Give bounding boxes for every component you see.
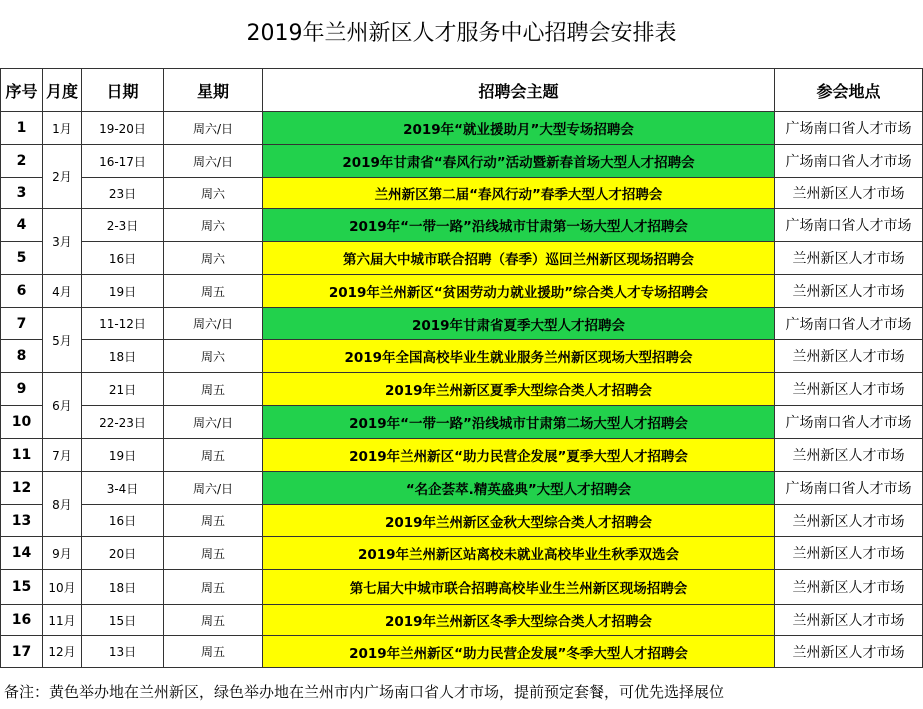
- footnote: 备注：黄色举办地在兰州新区，绿色举办地在兰州市内广场南口省人才市场，提前预定套餐，可优先选择展位: [4, 683, 725, 701]
- row-date: 11-12日: [82, 308, 164, 340]
- row-date: 13日: [82, 636, 164, 668]
- row-weekday: 周六/日: [164, 308, 263, 340]
- row-month: 9月: [43, 537, 82, 570]
- row-theme: 2019年兰州新区金秋大型综合类人才招聘会: [263, 505, 775, 537]
- row-date: 21日: [82, 373, 164, 406]
- schedule-body: [1, 112, 923, 668]
- row-theme: 2019年兰州新区“助力民营企发展”夏季大型人才招聘会: [263, 439, 775, 472]
- row-month: 4月: [43, 275, 82, 308]
- row-venue: 兰州新区人才市场: [775, 537, 923, 570]
- row-number: 11: [1, 439, 43, 472]
- row-venue: 兰州新区人才市场: [775, 505, 923, 537]
- row-number: 4: [1, 209, 43, 242]
- row-venue: 广场南口省人才市场: [775, 406, 923, 439]
- table-header-row: [1, 69, 923, 112]
- row-venue: 广场南口省人才市场: [775, 472, 923, 505]
- row-venue: 兰州新区人才市场: [775, 340, 923, 373]
- row-theme: 2019年甘肃省夏季大型人才招聘会: [263, 308, 775, 340]
- row-weekday: 周六: [164, 340, 263, 373]
- row-number: 17: [1, 636, 43, 668]
- row-theme: 2019年兰州新区夏季大型综合类人才招聘会: [263, 373, 775, 406]
- row-weekday: 周五: [164, 439, 263, 472]
- row-theme: 第七届大中城市联合招聘高校毕业生兰州新区现场招聘会: [263, 570, 775, 605]
- row-number: 8: [1, 340, 43, 373]
- row-venue: 兰州新区人才市场: [775, 178, 923, 209]
- table-row: [1, 242, 923, 275]
- row-weekday: 周五: [164, 537, 263, 570]
- row-venue: 兰州新区人才市场: [775, 242, 923, 275]
- row-date: 15日: [82, 605, 164, 636]
- row-month: 2月: [43, 145, 82, 209]
- row-month: 6月: [43, 373, 82, 439]
- row-weekday: 周六: [164, 178, 263, 209]
- row-month: 3月: [43, 209, 82, 275]
- row-month: 1月: [43, 112, 82, 145]
- row-venue: 兰州新区人才市场: [775, 373, 923, 406]
- row-theme: 2019年“就业援助月”大型专场招聘会: [263, 112, 775, 145]
- row-weekday: 周五: [164, 505, 263, 537]
- row-number: 9: [1, 373, 43, 406]
- row-number: 2: [1, 145, 43, 178]
- row-venue: 兰州新区人才市场: [775, 439, 923, 472]
- row-number: 13: [1, 505, 43, 537]
- row-number: 6: [1, 275, 43, 308]
- row-date: 18日: [82, 340, 164, 373]
- row-number: 14: [1, 537, 43, 570]
- row-weekday: 周五: [164, 275, 263, 308]
- row-venue: 兰州新区人才市场: [775, 275, 923, 308]
- row-venue: 兰州新区人才市场: [775, 605, 923, 636]
- row-date: 3-4日: [82, 472, 164, 505]
- table-row: [1, 636, 923, 668]
- row-venue: 广场南口省人才市场: [775, 308, 923, 340]
- table-row: [1, 178, 923, 209]
- table-row: [1, 605, 923, 636]
- row-date: 19日: [82, 275, 164, 308]
- row-theme: 2019年“一带一路”沿线城市甘肃第一场大型人才招聘会: [263, 209, 775, 242]
- row-theme: 兰州新区第二届“春风行动”春季大型人才招聘会: [263, 178, 775, 209]
- row-theme: 2019年兰州新区“贫困劳动力就业援助”综合类人才专场招聘会: [263, 275, 775, 308]
- row-date: 19日: [82, 439, 164, 472]
- row-month: 8月: [43, 472, 82, 537]
- row-venue: 兰州新区人才市场: [775, 570, 923, 605]
- row-month: 11月: [43, 605, 82, 636]
- row-number: 15: [1, 570, 43, 605]
- row-date: 20日: [82, 537, 164, 570]
- row-weekday: 周六/日: [164, 472, 263, 505]
- row-theme: 2019年甘肃省“春风行动”活动暨新春首场大型人才招聘会: [263, 145, 775, 178]
- header-venue: 参会地点: [775, 69, 923, 112]
- header-no: 序号: [1, 69, 43, 112]
- table-row: [1, 570, 923, 605]
- row-date: 16日: [82, 505, 164, 537]
- row-weekday: 周六/日: [164, 145, 263, 178]
- row-date: 18日: [82, 570, 164, 605]
- row-venue: 广场南口省人才市场: [775, 209, 923, 242]
- row-weekday: 周五: [164, 605, 263, 636]
- row-weekday: 周五: [164, 570, 263, 605]
- row-weekday: 周六: [164, 209, 263, 242]
- table-row: [1, 406, 923, 439]
- row-date: 19-20日: [82, 112, 164, 145]
- header-weekday: 星期: [164, 69, 263, 112]
- row-weekday: 周六/日: [164, 112, 263, 145]
- row-month: 7月: [43, 439, 82, 472]
- row-month: 12月: [43, 636, 82, 668]
- row-number: 1: [1, 112, 43, 145]
- table-row: [1, 373, 923, 406]
- schedule-table: [0, 68, 923, 668]
- row-number: 7: [1, 308, 43, 340]
- row-number: 16: [1, 605, 43, 636]
- row-weekday: 周六/日: [164, 406, 263, 439]
- row-theme: 2019年“一带一路”沿线城市甘肃第二场大型人才招聘会: [263, 406, 775, 439]
- row-month: 10月: [43, 570, 82, 605]
- table-row: [1, 472, 923, 505]
- table-row: [1, 340, 923, 373]
- row-weekday: 周五: [164, 636, 263, 668]
- table-row: [1, 537, 923, 570]
- table-row: [1, 209, 923, 242]
- table-row: [1, 275, 923, 308]
- row-venue: 兰州新区人才市场: [775, 636, 923, 668]
- table-row: [1, 505, 923, 537]
- row-date: 2-3日: [82, 209, 164, 242]
- header-date: 日期: [82, 69, 164, 112]
- table-row: [1, 439, 923, 472]
- table-row: [1, 308, 923, 340]
- row-date: 22-23日: [82, 406, 164, 439]
- row-date: 16-17日: [82, 145, 164, 178]
- row-weekday: 周五: [164, 373, 263, 406]
- row-theme: 2019年兰州新区站离校未就业高校毕业生秋季双选会: [263, 537, 775, 570]
- row-number: 5: [1, 242, 43, 275]
- row-theme: “名企荟萃.精英盛典”大型人才招聘会: [263, 472, 775, 505]
- row-theme: 2019年全国高校毕业生就业服务兰州新区现场大型招聘会: [263, 340, 775, 373]
- row-month: 5月: [43, 308, 82, 373]
- row-theme: 2019年兰州新区冬季大型综合类人才招聘会: [263, 605, 775, 636]
- row-date: 16日: [82, 242, 164, 275]
- row-weekday: 周六: [164, 242, 263, 275]
- row-number: 3: [1, 178, 43, 209]
- row-theme: 第六届大中城市联合招聘（春季）巡回兰州新区现场招聘会: [263, 242, 775, 275]
- row-number: 12: [1, 472, 43, 505]
- row-number: 10: [1, 406, 43, 439]
- row-theme: 2019年兰州新区“助力民营企发展”冬季大型人才招聘会: [263, 636, 775, 668]
- header-theme: 招聘会主题: [263, 69, 775, 112]
- table-row: [1, 112, 923, 145]
- table-row: [1, 145, 923, 178]
- row-venue: 广场南口省人才市场: [775, 145, 923, 178]
- row-venue: 广场南口省人才市场: [775, 112, 923, 145]
- header-month: 月度: [43, 69, 82, 112]
- row-date: 23日: [82, 178, 164, 209]
- page-title: 2019年兰州新区人才服务中心招聘会安排表: [246, 21, 677, 46]
